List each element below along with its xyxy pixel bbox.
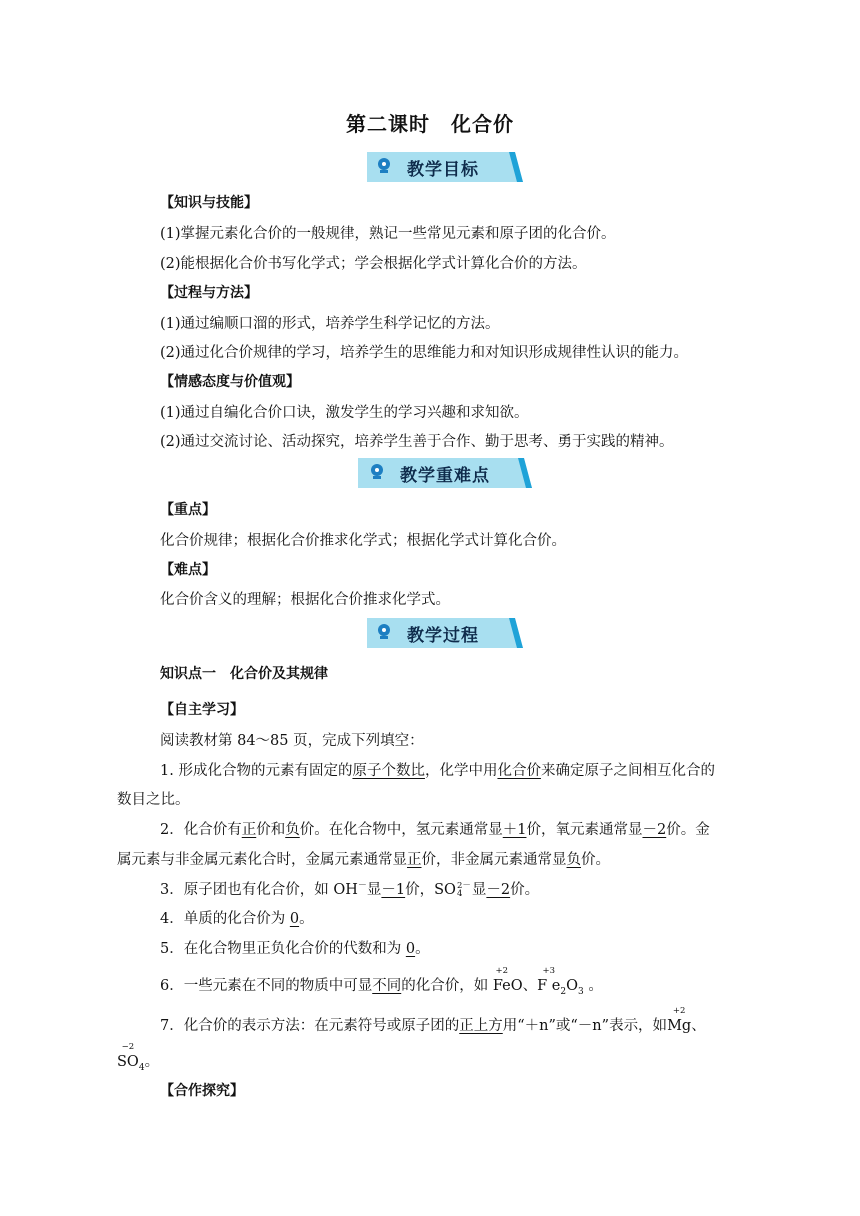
answer-blank: 正 [241, 822, 257, 838]
item-text: 。 [415, 941, 430, 957]
item-text: 。 [299, 911, 314, 927]
banner-title: 教学目标 [407, 160, 479, 180]
valence-notation [537, 966, 561, 994]
subscript: 4 [456, 889, 463, 899]
valence-notation [667, 1006, 692, 1034]
subscript: 4 [138, 1062, 145, 1073]
difficult-points-text: 化合价含义的理解；根据化合价推求化学式。 [160, 592, 450, 608]
item-text: 6．一些元素在不同的物质中可显 [160, 978, 373, 994]
answer-blank: －1 [381, 882, 406, 898]
heading-process-method: 【过程与方法】 [160, 285, 258, 301]
item-text: 显 [471, 882, 487, 898]
element-symbol: F e [537, 978, 561, 994]
reading-instruction: 阅读教材第 84～85 页，完成下列填空： [160, 733, 424, 749]
fill-item-4 [160, 907, 314, 928]
banner-teaching-goals [367, 150, 523, 182]
item-text: 、 [691, 1018, 706, 1034]
fill-item-5 [160, 937, 430, 958]
goal-process-1: (1)通过编顺口溜的形式，培养学生科学记忆的方法。 [160, 316, 500, 332]
answer-blank: 正上方 [459, 1018, 503, 1034]
answer-blank: 正 [407, 852, 422, 868]
answer-blank: 0 [289, 911, 300, 927]
item-text: O、 [510, 978, 538, 994]
item-text: 价，SO [405, 882, 456, 898]
item-text: 。 [144, 1054, 160, 1070]
answer-blank: 不同 [372, 978, 402, 994]
item-text: 。 [583, 978, 603, 994]
valence-notation [492, 966, 511, 994]
item-text: 价。 [510, 882, 540, 898]
knowledge-point-heading: 知识点一 化合价及其规律 [160, 666, 328, 682]
charge-superscript: 2－ [456, 881, 471, 891]
answer-blank: 化合价 [497, 763, 541, 779]
item-text: 价。 [581, 852, 610, 868]
item-text: 的化合价，如 [401, 978, 493, 994]
heading-cooperative-inquiry: 【合作探究】 [160, 1083, 244, 1099]
heading-emotion-values: 【情感态度与价值观】 [160, 374, 300, 390]
key-points-text: 化合价规律；根据化合价推求化学式；根据化学式计算化合价。 [160, 533, 566, 549]
heading-key: 【重点】 [160, 502, 216, 518]
goal-knowledge-2: (2)能根据化合价书写化学式；学会根据化学式计算化合价的方法。 [160, 256, 587, 272]
fill-item-7-line-1 [160, 1006, 706, 1035]
item-text: 价，非金属元素通常显 [421, 852, 567, 868]
subscript: 3 [577, 986, 584, 997]
valence-notation [117, 1042, 139, 1070]
element-symbol: Fe [492, 978, 511, 994]
goal-knowledge-1: (1)掌握元素化合价的一般规律，熟记一些常见元素和原子团的化合价。 [160, 226, 616, 242]
answer-blank: 负 [566, 852, 581, 868]
item-text: 用“＋n”或“－n”表示，如 [502, 1018, 668, 1034]
charge-superscript: － [357, 881, 367, 892]
answer-blank: －2 [486, 882, 511, 898]
fill-item-7-line-2 [117, 1042, 160, 1073]
banner-key-difficult-points [358, 456, 532, 488]
answer-blank: 负 [285, 822, 300, 838]
element-symbol: SO [117, 1054, 139, 1070]
item-text: 价，氧元素通常显 [526, 822, 643, 838]
element-symbol: Mg [667, 1018, 692, 1034]
heading-knowledge-skills: 【知识与技能】 [160, 195, 258, 211]
heading-self-study: 【自主学习】 [160, 702, 244, 718]
item-text: 2．化合价有 [160, 822, 242, 838]
fill-item-2-line-2 [117, 848, 610, 869]
heading-difficult: 【难点】 [160, 562, 216, 578]
valence-mark: +3 [542, 966, 555, 976]
fill-item-1-line-2: 数目之比。 [117, 792, 190, 808]
banner-title: 教学重难点 [400, 466, 490, 486]
item-text: 显 [366, 882, 382, 898]
item-text: 1. 形成化合物的元素有固定的 [160, 763, 353, 779]
banner-title: 教学过程 [407, 626, 479, 646]
valence-mark: −2 [121, 1042, 135, 1052]
item-text: ，化学中用 [424, 763, 498, 779]
goal-emotion-2: (2)通过交流讨论、活动探究，培养学生善于合作、勤于思考、勇于实践的精神。 [160, 434, 674, 450]
item-text: 7．化合价的表示方法：在元素符号或原子团的 [160, 1018, 460, 1034]
goal-emotion-1: (1)通过自编化合价口诀，激发学生的学习兴趣和求知欲。 [160, 405, 529, 421]
banner-teaching-process [367, 616, 523, 648]
item-text: 3．原子团也有化合价，如 OH [160, 882, 358, 898]
fill-item-3 [160, 878, 539, 899]
element-symbol: O [566, 978, 578, 994]
valence-mark: +2 [495, 966, 509, 976]
item-text: 价和 [256, 822, 286, 838]
item-text: 价。在化合物中，氢元素通常显 [299, 822, 503, 838]
item-text: 5．在化合物里正负化合价的代数和为 [160, 941, 406, 957]
item-text: 来确定原子之间相互化合的 [540, 763, 715, 779]
answer-blank: 0 [405, 941, 416, 957]
fill-item-2-line-1 [160, 818, 710, 839]
item-text: 属元素与非金属元素化合时，金属元素通常显 [117, 852, 407, 868]
item-text: 价。金 [666, 822, 710, 838]
goal-process-2: (2)通过化合价规律的学习，培养学生的思维能力和对知识形成规律性认识的能力。 [160, 345, 689, 361]
answer-blank: －2 [642, 822, 667, 838]
page-title: 第二课时 化合价 [346, 112, 514, 136]
item-text: 4．单质的化合价为 [160, 911, 290, 927]
answer-blank: ＋1 [502, 822, 527, 838]
fill-item-6 [160, 966, 603, 997]
fill-item-1-line-1 [160, 759, 715, 780]
subscript: 2 [560, 986, 567, 997]
valence-mark: +2 [672, 1006, 686, 1016]
answer-blank: 原子个数比 [352, 763, 425, 779]
